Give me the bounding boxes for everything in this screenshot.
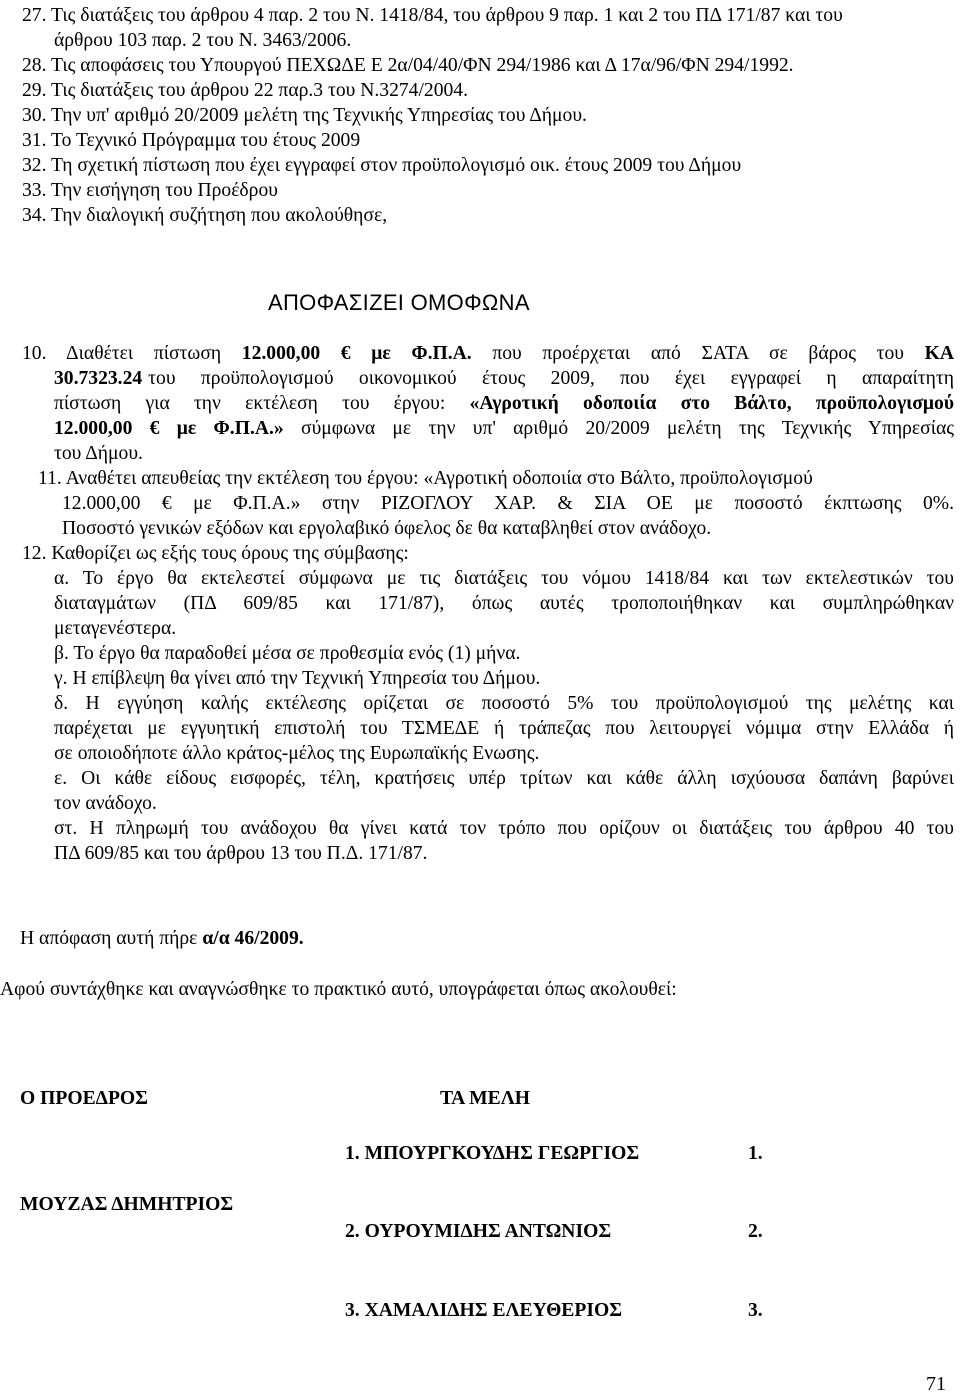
consideration-31: 31. Το Τεχνικό Πρόγραμμα του έτους 2009: [22, 130, 361, 151]
term-st-line-1: στ. Η πληρωμή του ανάδοχου θα γίνει κατά τον τρόπο που ορίζουν οι διατάξεις του άρθρου 40 του: [54, 818, 954, 839]
item-11-line-2: 12.000,00 € με Φ.Π.Α.» στην ΡΙΖΟΓΛΟΥ ΧΑΡ. & ΣΙΑ ΟΕ με ποσοστό έκπτωσης 0%.: [62, 493, 954, 514]
term-a-line-1: α. Το έργο θα εκτελεστεί σύμφωνα με τις διατάξεις του νόμου 1418/84 και των εκτελεστικών του: [54, 568, 954, 589]
consideration-29: 29. Τις διατάξεις του άρθρου 22 παρ.3 του Ν.3274/2004.: [22, 80, 468, 101]
term-d-line-1: δ. Η εγγύηση καλής εκτέλεσης ορίζεται σε ποσοστό 5% του προϋπολογισμού της μελέτης και: [54, 693, 954, 714]
item-11-line-1: 11. Αναθέτει απευθείας την εκτέλεση του έργου: «Αγροτική οδοποιία στο Βάλτο, προϋπολογισμού: [38, 468, 813, 489]
consideration-30: 30. Την υπ' αριθμό 20/2009 μελέτη της Τεχνικής Υπηρεσίας του Δήμου.: [22, 105, 587, 126]
term-c: γ. Η επίβλεψη θα γίνει από την Τεχνική Υπηρεσία του Δήμου.: [54, 668, 541, 689]
president-name: ΜΟΥΖΑΣ ΔΗΜΗΤΡΙΟΣ: [20, 1194, 234, 1215]
member-1-sign-slot: 1.: [748, 1143, 763, 1164]
term-e-line-2: τον ανάδοχο.: [54, 793, 157, 814]
item-10-line-1: 10. Διαθέτει πίστωση 12.000,00 € με Φ.Π.Α. που προέρχεται από ΣΑΤΑ σε βάρος του ΚΑ: [22, 343, 955, 364]
page-number: 71: [926, 1373, 946, 1395]
item-10-line-3: πίστωση για την εκτέλεση του έργου: «Αγροτική οδοποιία στο Βάλτο, προϋπολογισμού: [54, 393, 954, 414]
item-11-line-3: Ποσοστό γενικών εξόδων και εργολαβικό όφελος δε θα καταβληθεί στον ανάδοχο.: [62, 518, 712, 539]
term-b: β. Το έργο θα παραδοθεί μέσα σε προθεσμία ενός (1) μήνα.: [54, 643, 521, 664]
term-st-line-2: ΠΔ 609/85 και του άρθρου 13 του Π.Δ. 171/87.: [54, 843, 428, 864]
item-10-line-2: 30.7323.24 του προϋπολογισμού οικονομικού έτους 2009, που έχει εγγραφεί η απαραίτητη: [54, 368, 954, 389]
member-3-name: 3. ΧΑΜΑΛΙΔΗΣ ΕΛΕΥΘΕΡΙΟΣ: [345, 1300, 623, 1321]
item-10-line-4: 12.000,00 € με Φ.Π.Α.» σύμφωνα με την υπ' αριθμό 20/2009 μελέτη της Τεχνικής Υπηρεσίας: [54, 418, 954, 439]
term-a-line-3: μεταγενέστερα.: [54, 618, 177, 639]
term-d-line-2: παρέχεται με εγγυητική επιστολή του ΤΣΜΕΔΕ ή τράπεζας που λειτουργεί νόμιμα στην Ελλάδα ή: [54, 718, 954, 739]
consideration-34: 34. Την διαλογική συζήτηση που ακολούθησε,: [22, 205, 388, 226]
consideration-27: 27. Τις διατάξεις του άρθρου 4 παρ. 2 του Ν. 1418/84, του άρθρου 9 παρ. 1 και 2 του ΠΔ 171/87 και του: [22, 5, 843, 26]
members-label: ΤΑ ΜΕΛΗ: [440, 1088, 530, 1109]
member-2-name: 2. ΟΥΡΟΥΜΙΔΗΣ ΑΝΤΩΝΙΟΣ: [345, 1221, 612, 1242]
item-10-line-5: του Δήμου.: [54, 443, 143, 464]
term-d-line-3: σε οποιοδήποτε άλλο κράτος-μέλος της Ευρωπαϊκής Ενωσης.: [54, 743, 540, 764]
decision-number: Η απόφαση αυτή πήρε α/α 46/2009.: [20, 928, 304, 949]
decision-heading: ΑΠΟΦΑΣΙΖΕΙ ΟΜΟΦΩΝΑ: [268, 290, 530, 315]
closing-sentence: Αφού συντάχθηκε και αναγνώσθηκε το πρακτικό αυτό, υπογράφεται όπως ακολουθεί:: [0, 979, 677, 1000]
president-label: Ο ΠΡΟΕΔΡΟΣ: [20, 1088, 148, 1109]
consideration-28: 28. Τις αποφάσεις του Υπουργού ΠΕΧΩΔΕ Ε 2α/04/40/ΦΝ 294/1986 και Δ 17α/96/ΦΝ 294/1992.: [22, 55, 794, 76]
member-3-sign-slot: 3.: [748, 1300, 763, 1321]
term-e-line-1: ε. Οι κάθε είδους εισφορές, τέλη, κρατήσεις υπέρ τρίτων και κάθε άλλη ισχύουσα δαπάνη βαρύνει: [54, 768, 954, 789]
consideration-32: 32. Τη σχετική πίστωση που έχει εγγραφεί στον προϋπολογισμό οικ. έτους 2009 του Δήμου: [22, 155, 742, 176]
consideration-33: 33. Την εισήγηση του Προέδρου: [22, 180, 278, 201]
item-12-intro: 12. Καθορίζει ως εξής τους όρους της σύμβασης:: [22, 543, 409, 564]
member-2-sign-slot: 2.: [748, 1221, 763, 1242]
consideration-27-continued: άρθρου 103 παρ. 2 του Ν. 3463/2006.: [54, 30, 352, 51]
term-a-line-2: διαταγμάτων (ΠΔ 609/85 και 171/87), όπως αυτές τροποποιήθηκαν και συμπληρώθηκαν: [54, 593, 954, 614]
member-1-name: 1. ΜΠΟΥΡΓΚΟΥΔΗΣ ΓΕΩΡΓΙΟΣ: [345, 1143, 640, 1164]
